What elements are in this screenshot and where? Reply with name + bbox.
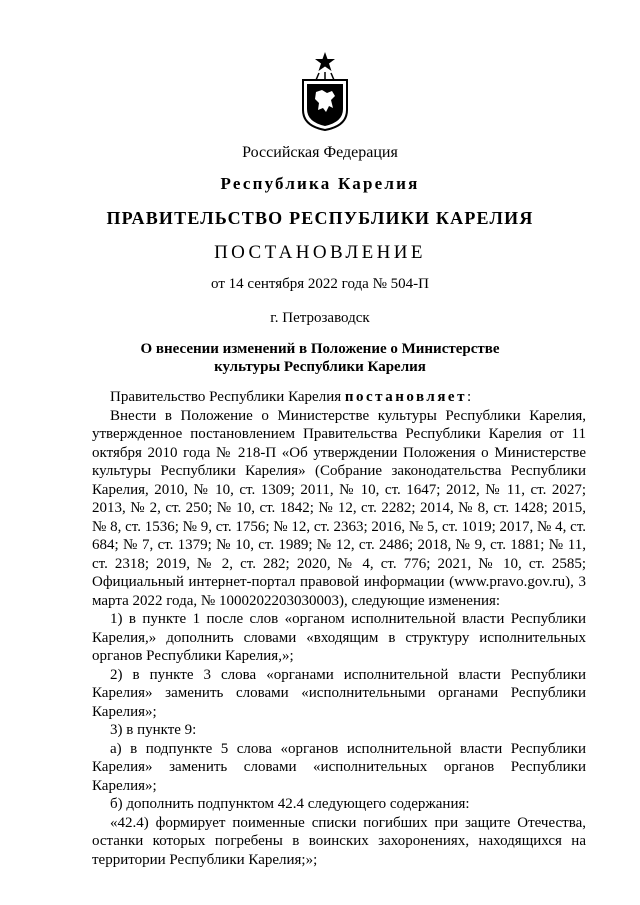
document-title-line-1: О внесении изменений в Положение о Министерстве: [140, 341, 500, 357]
document-body: [92, 388, 586, 869]
paragraph-item-3a: а) в подпункте 5 слова «органов исполнительной власти Республики Карелия» заменить словами «исполнительных органов Республики Карелия»;: [92, 740, 586, 794]
republic-name: Республика Карелия: [220, 174, 420, 193]
intro-resolves: постановляет: [344, 389, 467, 405]
paragraph-item-42-4: «42.4) формирует поименные списки погибших при защите Отечества, останки которых погребены в воинских захоронениях, находящихся на территории Республики Карелия;»;: [92, 814, 586, 868]
paragraph-main-amendment: Внести в Положение о Министерстве культуры Республики Карелия, утвержденное постановлением Правительства Республики Карелия от 11 октября 2010 года № 218-П «Об утверждении Положения о Министерстве культуры Республики Карелия» (Собрание законодательства Республики Карелия, 2010, № 10, ст. 1309; 2011, № 10, ст. 1647; 2012, № 11, ст. 2027; 2013, № 2, ст. 250; № 10, ст. 1842; № 12, ст. 2282; 2014, № 8, ст. 1428; 2015, № 8, ст. 1536; № 9, ст. 1756; № 12, ст. 2363; 2016, № 5, ст. 1019; 2017, № 4, ст. 684; № 7, ст. 1379; № 10, ст. 1989; № 12, ст. 2486; 2018, № 9, ст. 1881; № 11, ст. 2318; 2019, № 2, ст. 282; 2020, № 4, ст. 776; 2021, № 10, ст. 2585; Официальный интернет-портал правовой информации (www.pravo.gov.ru), 3 марта 2022 года, № 1000202203030003), следующие изменения:: [92, 407, 586, 609]
coat-of-arms-emblem: [299, 50, 351, 132]
paragraph-item-2: 2) в пункте 3 слова «органами исполнительной власти Республики Карелия» заменить словами «исполнительными органами Республики Карелия»;: [92, 666, 586, 720]
document-date-number: от 14 сентября 2022 года № 504-П: [211, 276, 429, 292]
document-city: г. Петрозаводск: [270, 310, 370, 326]
document-title-line-2: культуры Республики Карелия: [214, 359, 426, 375]
government-name: ПРАВИТЕЛЬСТВО РЕСПУБЛИКИ КАРЕЛИЯ: [106, 208, 534, 228]
intro-paragraph: [92, 388, 586, 407]
intro-prefix: Правительство Республики Карелия: [110, 389, 342, 405]
intro-suffix: :: [466, 389, 472, 405]
document-type: ПОСТАНОВЛЕНИЕ: [214, 242, 426, 263]
document-title: [0, 340, 640, 376]
paragraph-item-3: 3) в пункте 9:: [110, 722, 197, 738]
country-name: Российская Федерация: [242, 144, 398, 161]
paragraph-item-3b: б) дополнить подпунктом 42.4 следующего содержания:: [110, 796, 470, 812]
paragraph-item-1: 1) в пункте 1 после слов «органом исполнительной власти Республики Карелия,» дополнить словами «входящим в структуру исполнительных органов Республики Карелия,»;: [92, 611, 586, 664]
